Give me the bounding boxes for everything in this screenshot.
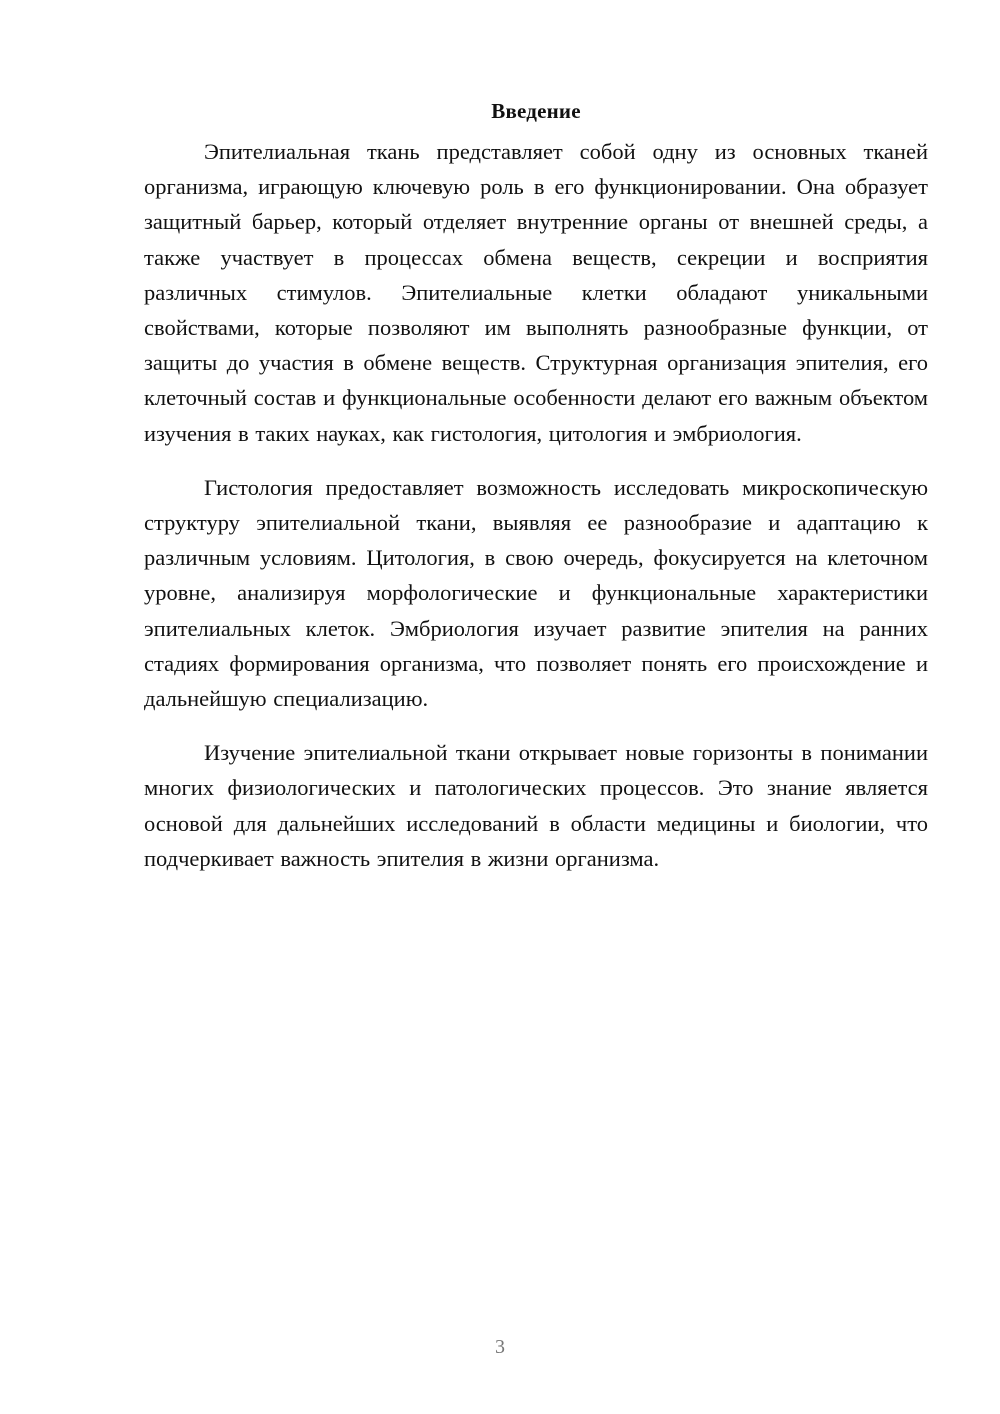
page-content (144, 96, 928, 895)
page-number: 3 (495, 1336, 505, 1358)
section-title: Введение (491, 99, 581, 123)
paragraph-intro: Эпителиальная ткань представляет собой одну из основных тканей организма, играющую ключевую роль в его функционировании. Она образует защитный барьер, который отделяет внутренние органы от внешней среды, а также участвует в процессах обмена веществ, секреции и восприятия различных стимулов. Эпителиальные клетки обладают уникальными свойствами, которые позволяют им выполнять разнообразные функции, от защиты до участия в обмене веществ. Структурная организация эпителия, его клеточный состав и функциональные особенности делают его важным объектом изучения в таких науках, как гистология, цитология и эмбриология. (144, 139, 928, 446)
paragraph-histology: Гистология предоставляет возможность исследовать микроскопическую структуру эпителиальной ткани, выявляя ее разнообразие и адаптацию к различным условиям. Цитология, в свою очередь, фокусируется на клеточном уровне, анализируя морфологические и функциональные характеристики эпителиальных клеток. Эмбриология изучает развитие эпителия на ранних стадиях формирования организма, что позволяет понять его происхождение и дальнейшую специализацию. (144, 474, 928, 712)
paragraph-conclusion: Изучение эпителиальной ткани открывает новые горизонты в понимании многих физиологических и патологических процессов. Это знание является основой для дальнейших исследований в области медицины и биологии, что подчеркивает важность эпителия в жизни организма. (144, 740, 928, 871)
